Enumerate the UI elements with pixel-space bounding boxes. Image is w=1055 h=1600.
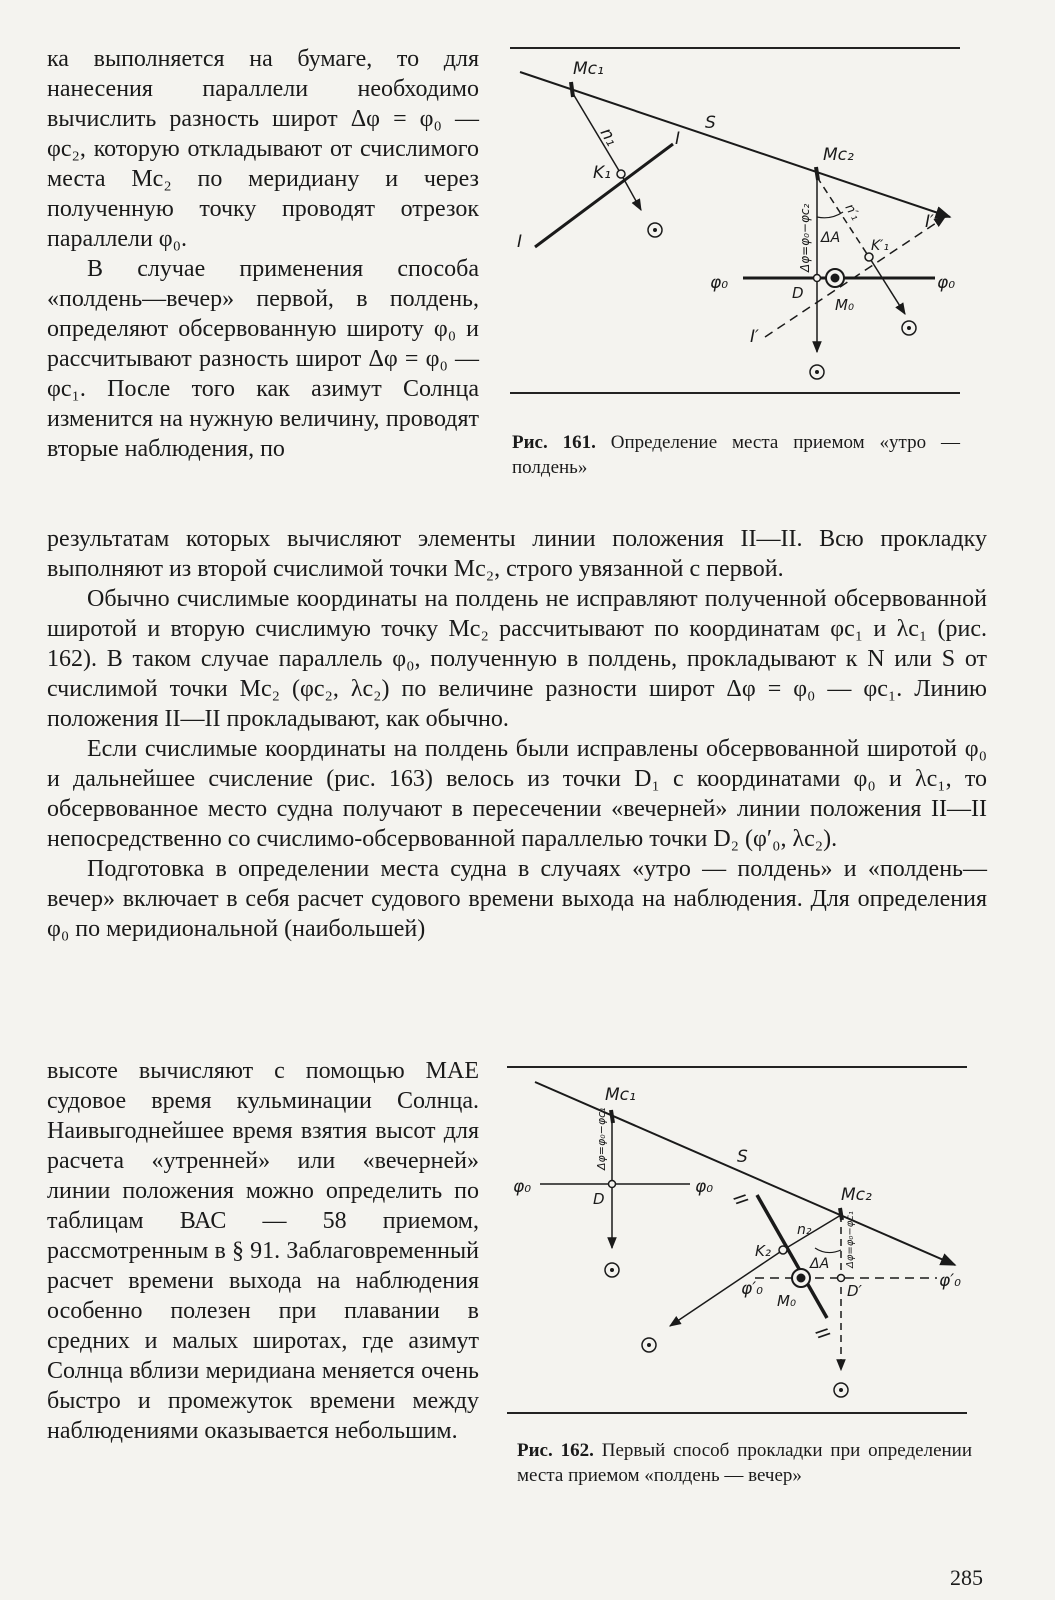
left-column-top <box>47 44 479 464</box>
label-phi0p-left: φ′₀ <box>741 1279 763 1299</box>
label-ii-lower: II <box>810 1324 834 1344</box>
position-line-i <box>535 144 673 247</box>
label-phi0p-right: φ′₀ <box>939 1271 961 1291</box>
label-delta-phi-162: Δφ=φ₀−φc₁ <box>595 1107 608 1170</box>
figure-161-top-rule <box>510 47 960 49</box>
label-mc1-162: Mc₁ <box>605 1085 636 1105</box>
label-n1p: n′₁ <box>841 201 863 224</box>
paragraph-3: Обычно счислимые координаты на полдень не исправляют полученной обсервованной широтой и вторую счислимую точку Mc₂ рассчитывают по координатам φc₁ и λc₁ (рис. 162). В таком случае параллель φ₀, полученную в полдень, прокладывают к N или S от счислимой точки Mc₂ (φc₂, λc₂) по величине разности широт Δφ = φ₀ — φc₁. Линию положения II—II прокладывают, как обычно. <box>47 586 987 732</box>
label-d: D <box>792 284 804 302</box>
label-s: S <box>705 113 716 133</box>
label-ip-lower: I′ <box>750 327 759 347</box>
course-line <box>520 72 950 217</box>
label-ii-upper: II <box>728 1190 752 1210</box>
label-mc2-162: Mc₂ <box>841 1185 872 1205</box>
figure-161-caption-text: Определение места приемом «утро — полдень» <box>512 432 960 478</box>
figure-162 <box>505 1070 970 1415</box>
label-delta-phi2-162: Δφ=φ₀−φc₁ <box>845 1211 856 1268</box>
label-m0-162: M₀ <box>777 1292 796 1310</box>
label-n2: n₂ <box>797 1222 812 1238</box>
left-column-bottom <box>47 1056 479 1446</box>
label-mc2: Mc₂ <box>823 145 854 165</box>
label-ip-upper: I′ <box>925 212 934 232</box>
full-width-text <box>47 524 987 944</box>
label-phi0-left: φ₀ <box>710 273 729 293</box>
figure-162-caption-label: Рис. 162. <box>517 1440 594 1461</box>
label-phi0-right-162: φ₀ <box>695 1177 714 1197</box>
label-delta-a: ΔA <box>821 230 841 246</box>
figure-162-diagram <box>505 1070 970 1415</box>
paragraph-5-continuation: высоте вычисляют с помощью МАЕ судовое время кульминации Солнца. Наивыгоднейшее время взятия высот для расчета «утренней» или «вечерней» линии положения можно определить по таблицам ВАС — 58 приемом, рассмотренным в § 91. Заблаговременный расчет времени выхода на наблюдения особенно полезен при плавании в средних и малых широтах, где азимут Солнца вблизи меридиана меняется очень быстро и промежуток времени между наблюдениями оказывается небольшим. <box>47 1058 479 1444</box>
label-d-162: D <box>593 1190 605 1208</box>
label-i-lower: I <box>517 232 523 252</box>
page-number: 285 <box>950 1565 983 1590</box>
paragraph-5: Подготовка в определении места судна в случаях «утро — полдень» и «полдень—вечер» включает в себя расчет судового времени выхода на наблюдения. Для определения φ₀ по меридиональной (наибольшей) <box>47 856 987 942</box>
figure-162-caption-text: Первый способ прокладки при определении места приемом «полдень — вечер» <box>517 1440 973 1486</box>
figure-162-caption <box>517 1438 972 1488</box>
paragraph-1: ка выполняется на бумаге, то для нанесения параллели необходимо вычислить разность широт Δφ = φ₀ — φc₂, которую откладывают от счислимого места Mc₂ по меридиану и через полученную точку проводят отрезок параллели φ₀. <box>47 46 479 252</box>
label-delta-phi: Δφ=φ₀−φc₂ <box>798 203 812 272</box>
label-m0: M₀ <box>835 296 854 314</box>
figure-161-bottom-rule <box>510 392 960 394</box>
paragraph-4: Если счислимые координаты на полдень были исправлены обсервованной широтой φ₀ и дальнейшее счисление (рис. 163) велось из точки D₁ с координатами φ₀ и λc₁, то обсервованное место судна получают в пересечении «вечерней» линии положения II—II непосредственно со счислимо-обсервованной параллелью точки D₂ (φ′₀, λc₂). <box>47 736 987 852</box>
figure-161-caption <box>512 430 960 480</box>
label-phi0-right: φ₀ <box>937 273 956 293</box>
paragraph-2: В случае применения способа «полдень—вечер» первой, в полдень, определяют обсервованную широту φ₀ и рассчитывают разность широт Δφ = φ₀ — φc₁. После того как азимут Солнца изменится на нужную величину, проводят вторые наблюдения, по <box>47 256 479 462</box>
figure-161-caption-label: Рис. 161. <box>512 432 596 453</box>
label-phi0-left-162: φ₀ <box>513 1177 532 1197</box>
figure-161-diagram <box>505 52 965 392</box>
label-mc1: Mc₁ <box>573 59 604 79</box>
label-n1: n₁ <box>595 124 622 150</box>
label-s-162: S <box>737 1147 748 1167</box>
label-i-upper: I <box>675 129 681 149</box>
label-dp: D′ <box>847 1282 862 1300</box>
label-k2: K₂ <box>755 1242 771 1260</box>
figure-162-top-rule <box>507 1066 967 1068</box>
paragraph-2-continuation: результатам которых вычисляют элементы линии положения II—II. Всю прокладку выполняют из второй счислимой точки Mc₂, строго увязанной с первой. <box>47 526 987 582</box>
label-k1p: K′₁ <box>871 238 889 254</box>
figure-161 <box>505 52 965 392</box>
label-delta-a-162: ΔA <box>810 1256 830 1272</box>
label-k1: K₁ <box>593 163 611 183</box>
figure-162-bottom-rule <box>507 1412 967 1414</box>
